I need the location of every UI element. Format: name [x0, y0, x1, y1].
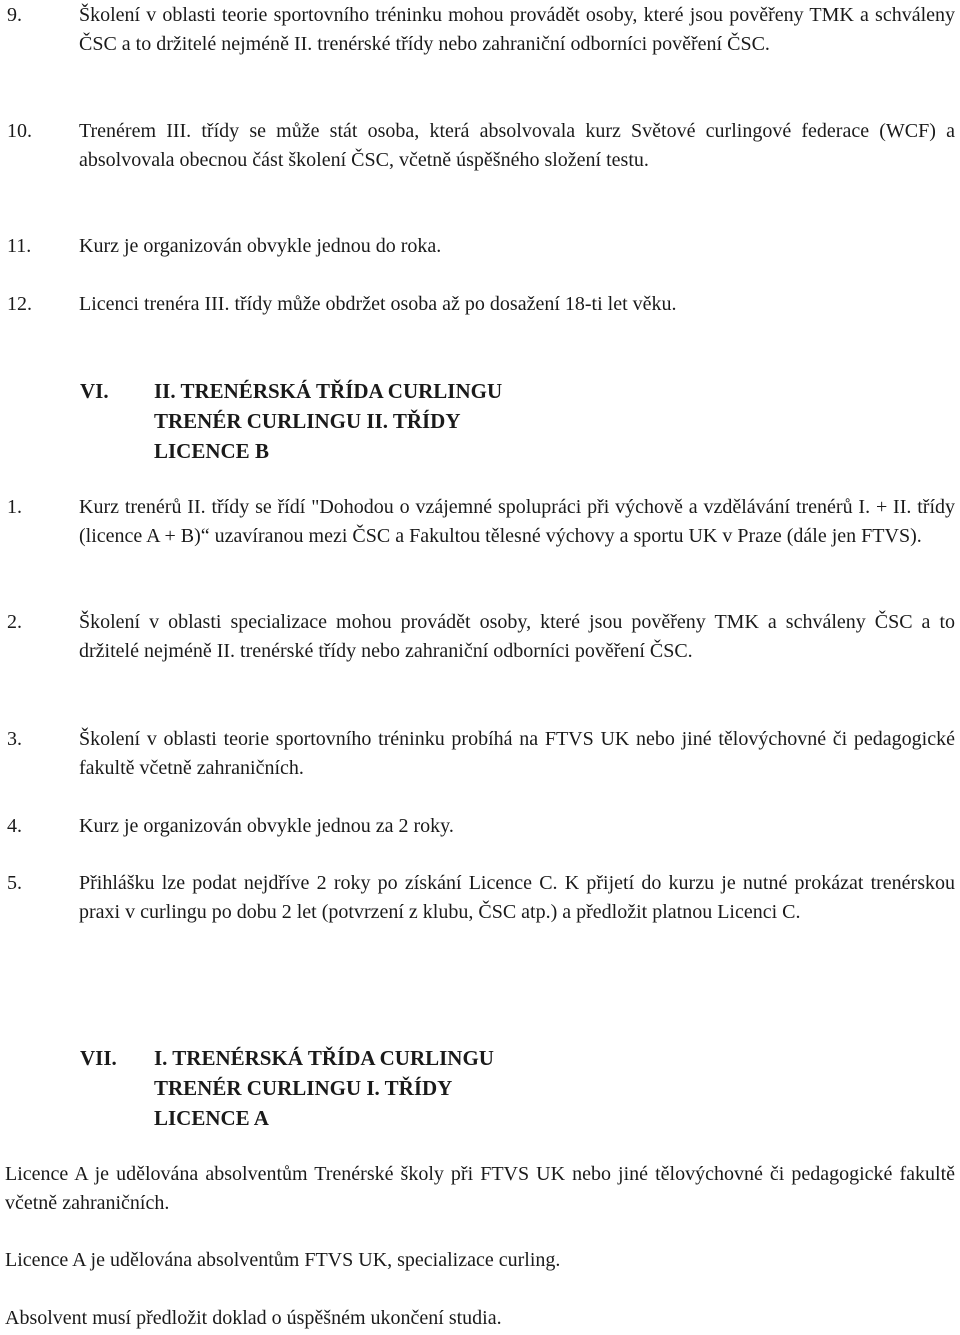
item-number: 11.: [7, 235, 32, 257]
section-roman-numeral: VI.: [80, 379, 109, 403]
item-text: Školení v oblasti teorie sportovního tréninku probíhá na FTVS UK nebo jiné tělovýchovné či pedagogické fakultě včetně zahraničních.: [79, 728, 955, 779]
item-text: Licenci trenéra III. třídy může obdržet osoba až po dosažení 18-ti let věku.: [79, 293, 677, 315]
item-text: Školení v oblasti teorie sportovního tréninku mohou provádět osoby, které jsou pověřeny TMK a schváleny ČSC a to držitelé nejméně II. trenérské třídy nebo zahraniční odborníci pověření ČSC.: [79, 4, 955, 55]
paragraph-licence-a-1: Licence A je udělována absolventům Trenérské školy při FTVS UK nebo jiné tělovýchovné či pedagogické fakultě včetně zahraničních.: [5, 1163, 955, 1214]
item-text: Školení v oblasti specializace mohou provádět osoby, které jsou pověřeny TMK a schváleny ČSC a to držitelé nejméně II. trenérské třídy nebo zahraniční odborníci pověření ČSC.: [79, 611, 955, 662]
list-item-11: [7, 232, 955, 261]
item-text: Kurz trenérů II. třídy se řídí "Dohodou o vzájemné spolupráci při výchově a vzdělávání trenérů I. + II. třídy (licence A + B)“ uzavíranou mezi ČSC a Fakultou tělesné výchovy a sportu UK v Praze (dále jen FTVS).: [79, 496, 955, 547]
paragraph-licence-a-2: Licence A je udělována absolventům FTVS UK, specializace curling.: [5, 1249, 561, 1271]
item-number: 3.: [7, 728, 22, 750]
item-number: 9.: [7, 4, 22, 26]
item-number: 1.: [7, 496, 22, 518]
item-text: Kurz je organizován obvykle jednou do roka.: [79, 235, 442, 257]
section-heading-vii: [80, 1043, 494, 1133]
paragraph-licence-a-3: Absolvent musí předložit doklad o úspěšném ukončení studia.: [5, 1307, 502, 1329]
section-roman-numeral: VII.: [80, 1046, 117, 1070]
section-title-line: I. TRENÉRSKÁ TŘÍDA CURLINGU: [154, 1046, 494, 1070]
item-number: 2.: [7, 611, 22, 633]
list-item-vi-1: [7, 493, 955, 551]
item-text: Přihlášku lze podat nejdříve 2 roky po získání Licence C. K přijetí do kurzu je nutné prokázat trenérskou praxi v curlingu po dobu 2 let (potvrzení z klubu, ČSC atp.) a předložit platnou Licenci C.: [79, 872, 955, 923]
item-number: 4.: [7, 815, 22, 837]
list-item-vi-4: [7, 812, 955, 841]
item-text: Trenérem III. třídy se může stát osoba, která absolvovala kurz Světové curlingové federace (WCF) a absolvovala obecnou část školení ČSC, včetně úspěšného složení testu.: [79, 120, 955, 171]
list-item-10: [7, 117, 955, 175]
section-title-line: II. TRENÉRSKÁ TŘÍDA CURLINGU: [154, 379, 503, 403]
list-item-12: [7, 290, 955, 319]
section-title-line: TRENÉR CURLINGU II. TŘÍDY: [154, 409, 461, 433]
list-item-vi-2: [7, 608, 955, 666]
list-item-9: [7, 1, 955, 59]
section-heading-vi: [80, 376, 502, 466]
list-item-vi-3: [7, 725, 955, 783]
item-number: 10.: [7, 120, 32, 142]
section-title-line: TRENÉR CURLINGU I. TŘÍDY: [154, 1076, 453, 1100]
section-title-line: LICENCE A: [154, 1106, 269, 1130]
item-number: 5.: [7, 872, 22, 894]
list-item-vi-5: [7, 869, 955, 927]
section-title-line: LICENCE B: [154, 439, 269, 463]
item-number: 12.: [7, 293, 32, 315]
item-text: Kurz je organizován obvykle jednou za 2 roky.: [79, 815, 454, 837]
